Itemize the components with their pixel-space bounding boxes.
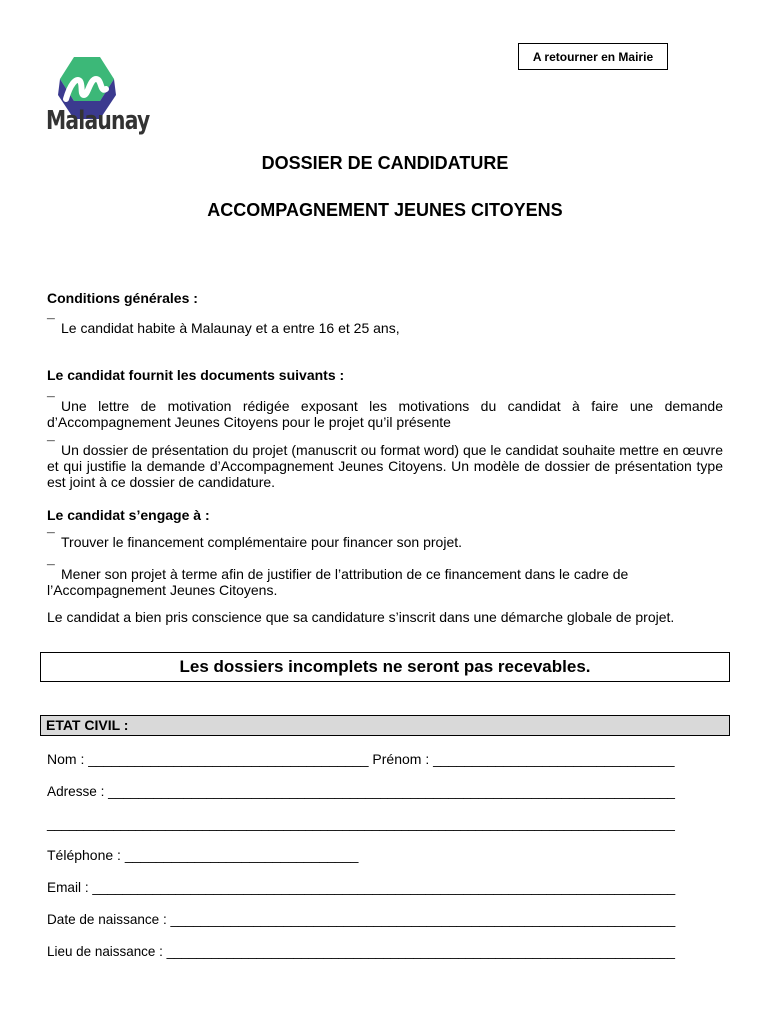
engagement-item-1 [47, 530, 723, 550]
dash-bullet: ¯ [47, 316, 55, 332]
incomplete-notice-text: Les dossiers incomplets ne seront pas recevables. [179, 657, 591, 676]
lieu-naissance-field[interactable]: Lieu de naissance : ____________________________________________________________________ [47, 943, 675, 959]
return-label: A retourner en Mairie [518, 43, 668, 70]
documents-heading: Le candidat fournit les documents suivants : [47, 367, 345, 383]
telephone-field[interactable]: Téléphone : ______________________________ [47, 847, 359, 863]
incomplete-notice [40, 652, 730, 682]
documents-item-1 [47, 394, 723, 430]
logo-wordmark: Malaunay [46, 106, 150, 136]
email-field[interactable]: Email : _____________________________________________________________________________ [47, 879, 676, 895]
dash-bullet: ¯ [47, 562, 55, 578]
date-naissance-field[interactable]: Date de naissance : ___________________________________________________________________ [47, 911, 676, 927]
adresse-line-2-field[interactable]: _____________________________________________________________________________________ [47, 815, 675, 831]
nom-prenom-field[interactable]: Nom : ____________________________________ Prénom : _______________________________ [47, 751, 675, 767]
adresse-field[interactable]: Adresse : ___________________________________________________________________________ [47, 783, 675, 799]
engagement-item-1-text: Trouver le financement complémentaire pour financer son projet. [61, 534, 463, 550]
documents-item-2 [47, 438, 723, 490]
conditions-item-text: Le candidat habite à Malaunay et a entre 16 et 25 ans, [61, 320, 400, 336]
etat-civil-heading: ETAT CIVIL : [40, 715, 730, 736]
dash-bullet: ¯ [47, 438, 55, 454]
engagement-statement: Le candidat a bien pris conscience que sa candidature s’inscrit dans une démarche globale de projet. [47, 609, 675, 625]
conditions-heading: Conditions générales : [47, 290, 198, 306]
dash-bullet: ¯ [47, 394, 55, 410]
dash-bullet: ¯ [47, 530, 55, 546]
documents-item-2-text: Un dossier de présentation du projet (manuscrit ou format word) que le candidat souhaite mettre en œuvre et qui justifie la demande d’Accompagnement Jeunes Citoyens. Un modèle de dossier de présentation type est joint à ce dossier de candidature. [47, 442, 723, 490]
engagement-item-2-text: Mener son projet à terme afin de justifier de l’attribution de ce financement dans le cadre de l’Accompagnement Jeunes Citoyens. [47, 566, 629, 598]
engagement-heading: Le candidat s’engage à : [47, 507, 210, 523]
page-title: DOSSIER DE CANDIDATURE [261, 153, 509, 173]
page-subtitle: ACCOMPAGNEMENT JEUNES CITOYENS [207, 200, 563, 220]
documents-item-1-text: Une lettre de motivation rédigée exposant les motivations du candidat à faire une demande d’Accompagnement Jeunes Citoyens pour le projet qu’il présente [47, 398, 723, 430]
engagement-item-2 [47, 562, 687, 598]
conditions-item [47, 316, 723, 336]
